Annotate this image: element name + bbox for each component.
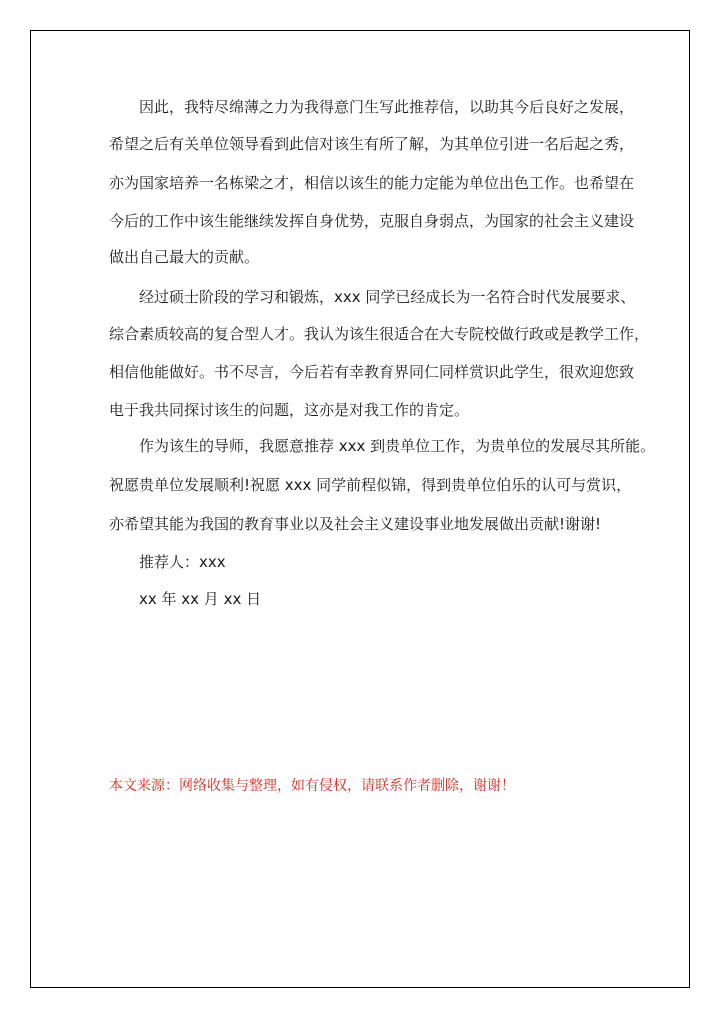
paragraph-3-line-1: 作为该生的导师，我愿意推荐 xxx 到贵单位工作，为贵单位的发展尽其所能。 — [139, 437, 656, 455]
paragraph-2-line-2: 综合素质较高的复合型人才。我认为该生很适合在大专院校做行政或是教学工作， — [109, 325, 650, 343]
paragraph-2-line-3: 相信他能做好。书不尽言，今后若有幸教育界同仁同样赏识此学生，很欢迎您致 — [109, 363, 635, 381]
paragraph-2-line-4: 电于我共同探讨该生的问题，这亦是对我工作的肯定。 — [109, 401, 470, 419]
paragraph-1-line-1: 因此，我特尽绵薄之力为我得意门生写此推荐信，以助其今后良好之发展， — [139, 98, 635, 116]
paragraph-3-line-3: 亦希望其能为我国的教育事业以及社会主义建设事业地发展做出贡献!谢谢! — [109, 515, 602, 533]
date-line: xx 年 xx 月 xx 日 — [139, 590, 262, 608]
source-note: 本文来源：网络收集与整理，如有侵权，请联系作者删除，谢谢！ — [109, 778, 515, 794]
paragraph-2-line-1: 经过硕士阶段的学习和锻炼，xxx 同学已经成长为一名符合时代发展要求、 — [139, 288, 636, 306]
paragraph-1-line-3: 亦为国家培养一名栋梁之才，相信以该生的能力定能为单位出色工作。也希望在 — [109, 174, 635, 192]
paragraph-1-line-4: 今后的工作中该生能继续发挥自身优势，克服自身弱点，为国家的社会主义建设 — [109, 212, 635, 230]
paragraph-3-line-2: 祝愿贵单位发展顺利!祝愿 xxx 同学前程似锦，得到贵单位伯乐的认可与赏识， — [109, 476, 632, 494]
recommender-line: 推荐人：xxx — [139, 553, 226, 571]
paragraph-1-line-5: 做出自己最大的贡献。 — [109, 248, 260, 266]
paragraph-1-line-2: 希望之后有关单位领导看到此信对该生有所了解，为其单位引进一名后起之秀， — [109, 135, 635, 153]
